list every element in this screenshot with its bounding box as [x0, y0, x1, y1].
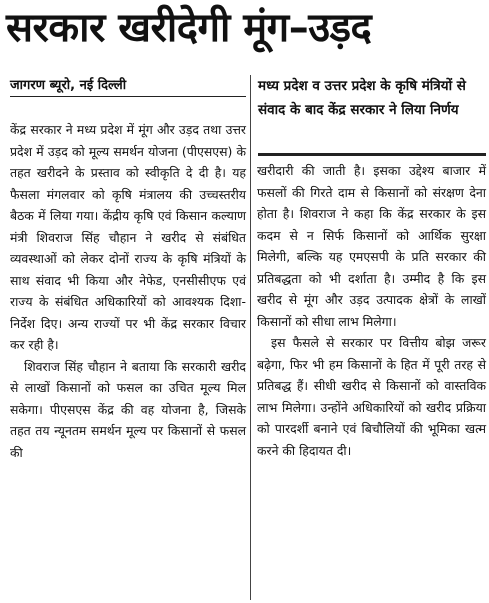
paragraph: शिवराज सिंह चौहान ने बताया कि सरकारी खरीद से लाखों किसानों को फसल का उचित मूल्य मिल सकेगा। पीएसएस केंद्र की वह योजना है, जिसके तहत तय न्यूनतम समर्थन मूल्य पर किसानों से फसल की: [10, 358, 246, 460]
headline: सरकार खरीदेगी मूंग–उड़द: [6, 5, 372, 51]
subheading-divider: [258, 153, 486, 156]
byline: जागरण ब्यूरो, नई दिल्ली: [10, 78, 127, 93]
byline-divider: [10, 96, 246, 97]
article-right-column: [257, 160, 486, 461]
subheading: मध्य प्रदेश व उत्तर प्रदेश के कृषि मंत्रियों से संवाद के बाद केंद्र सरकार ने लिया निर्णय: [258, 78, 466, 118]
column-divider: [250, 75, 251, 600]
paragraph: इस फैसले से सरकार पर वित्तीय बोझ जरूर बढ़ेगा, फिर भी हम किसानों के हित में पूरी तरह से प्रतिबद्ध हैं। सीधी खरीद से किसानों को वास्तविक लाभ मिलेगा। उन्होंने अधिकारियों को खरीद प्रक्रिया को पारदर्शी बनाने एवं बिचौलियों की भूमिका खत्म करने की हिदायत दी।: [257, 335, 486, 458]
paragraph: केंद्र सरकार ने मध्य प्रदेश में मूंग और उड़द तथा उत्तर प्रदेश में उड़द को मूल्य समर्थन योजना (पीएसएस) के तहत खरीदने के प्रस्ताव को स्वीकृति दे दी है। यह फैसला मंगलवार को कृषि मंत्रालय की उच्चस्तरीय बैठक में लिया गया। केंद्रीय कृषि एवं किसान कल्याण मंत्री शिवराज सिंह चौहान ने खरीद से संबंधित व्यवस्थाओं को लेकर दोनों राज्य के कृषि मंत्रियों के साथ संवाद भी किया और नेफेड, एनसीसीएफ एवं राज्य के संबंधित अधिकारियों को आवश्यक दिशा-निर्देश दिए। अन्य राज्यों पर भी केंद्र सरकार विचार कर रही है।: [10, 122, 246, 352]
article-left-column: [10, 119, 246, 463]
paragraph: खरीदारी की जाती है। इसका उद्देश्य बाजार में फसलों की गिरते दाम से किसानों को संरक्षण देना होता है। शिवराज ने कहा कि केंद्र सरकार के इस कदम से न सिर्फ किसानों को आर्थिक सुरक्षा मिलेगी, बल्कि यह एमएसपी के प्रति सरकार की प्रतिबद्धता को भी दर्शाता है। उम्मीद है कि इस खरीद से मूंग और उड़द उत्पादक क्षेत्रों के लाखों किसानों को सीधा लाभ मिलेगा।: [257, 163, 486, 329]
